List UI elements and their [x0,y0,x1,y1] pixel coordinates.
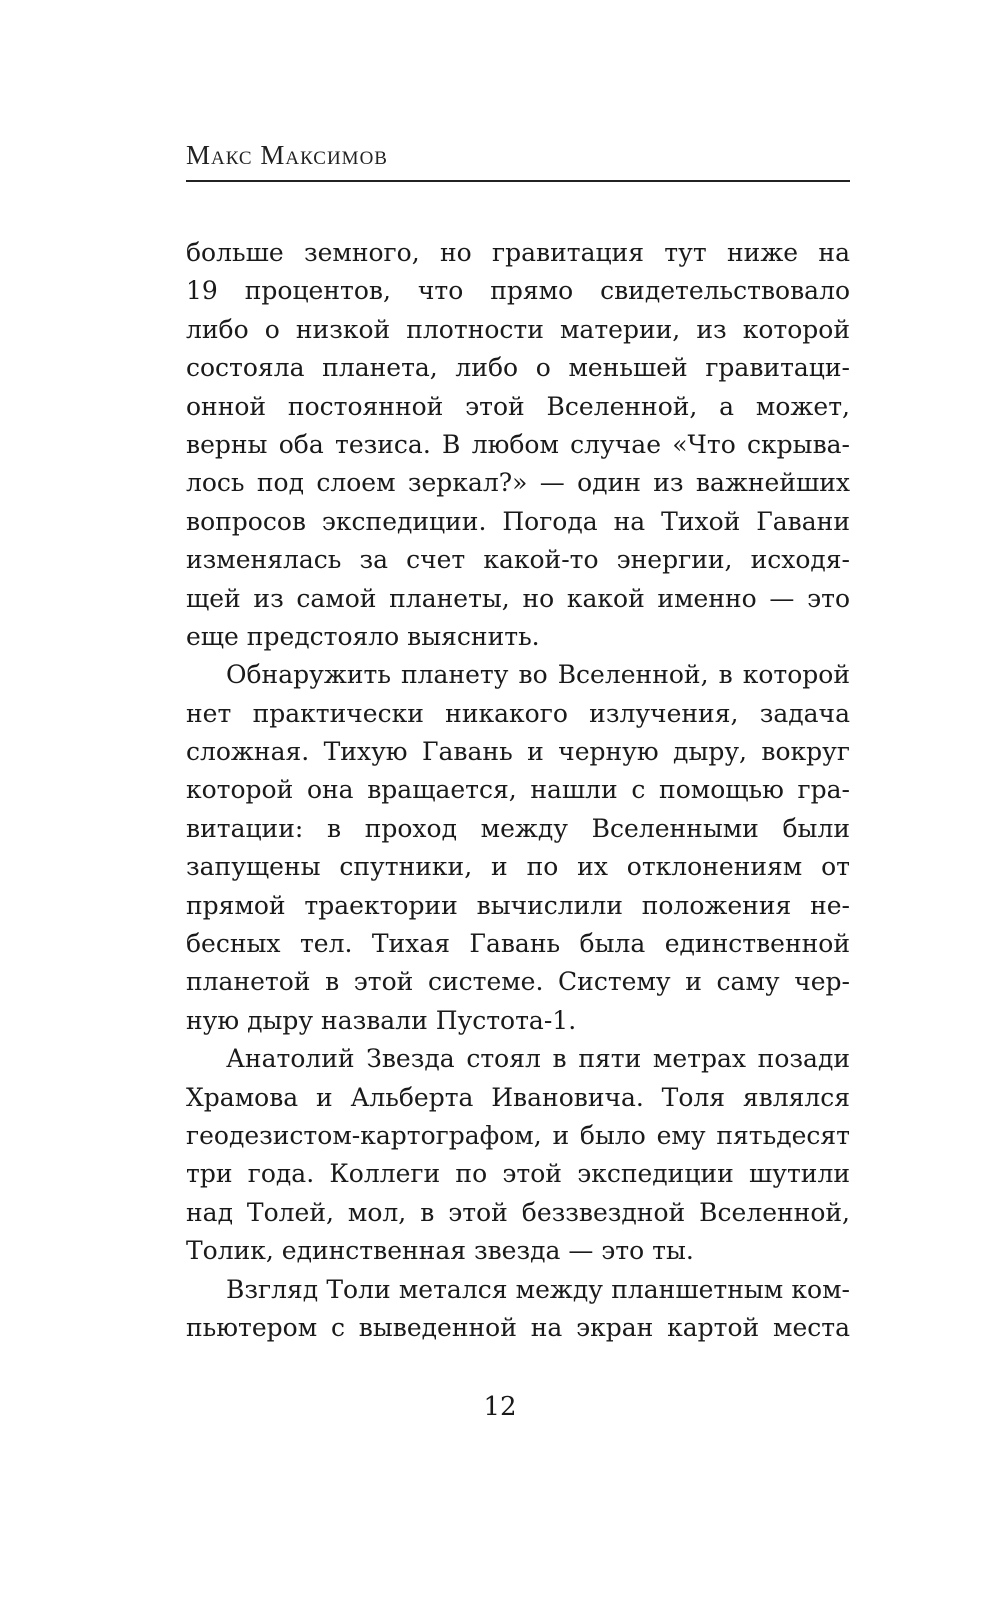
text-line: витации: в проход между Вселенными были [186,813,850,843]
text-line: Обнаружить планету во Вселенной, в которой [226,660,850,690]
text-line: Взгляд Толи метался между планшетным ком- [226,1274,850,1304]
text-line: пьютером с выведенной на экран картой места [186,1312,850,1342]
text-line: ную дыру назвали Пустота-1. [186,1005,577,1035]
text-line: онной постоянной этой Вселенной, а может, [186,391,850,421]
text-line: которой она вращается, нашли с помощью гра- [186,775,850,805]
text-line: Анатолий Звезда стоял в пяти метрах позади [226,1044,850,1074]
text-line: геодезистом-картографом, и было ему пятьдесят [186,1120,850,1150]
header-rule [186,180,850,182]
text-line: щей из самой планеты, но какой именно — это [186,583,850,613]
text-line: нет практически никакого излучения, задача [186,698,850,728]
text-line: больше земного, но гравитация тут ниже на [186,238,850,267]
text-line: Толик, единственная звезда — это ты. [186,1236,694,1266]
text-line: бесных тел. Тихая Гавань была единственной [186,929,850,959]
text-line: изменялась за счет какой-то энергии, исходя- [186,545,850,575]
text-line: состояла планета, либо о меньшей гравитаци- [186,353,850,383]
text-line: вопросов экспедиции. Погода на Тихой Гавани [186,506,850,536]
text-line: запущены спутники, и по их отклонениям от [186,852,850,882]
text-line: 19 процентов, что прямо свидетельствовало [186,276,850,306]
text-line: еще предстояло выяснить. [186,621,540,651]
text-line: планетой в этой системе. Систему и саму чер- [186,967,850,997]
text-line: три года. Коллеги по этой экспедиции шутили [186,1159,850,1189]
text-line: Храмова и Альберта Ивановича. Толя являлся [186,1082,850,1112]
page-number: 12 [483,1392,517,1422]
text-line: верны оба тезиса. В любом случае «Что скрыва- [186,429,850,459]
text-line: либо о низкой плотности материи, из которой [186,314,850,344]
running-head-author: Макс Максимов [186,140,388,170]
text-line: над Толей, мол, в этой беззвездной Вселенной, [186,1197,850,1227]
text-line: лось под слоем зеркал?» — один из важнейших [186,468,850,498]
body-text [186,234,850,1347]
text-line: прямой траектории вычислили положения не- [186,890,850,920]
text-line: сложная. Тихую Гавань и черную дыру, вокруг [186,737,850,767]
